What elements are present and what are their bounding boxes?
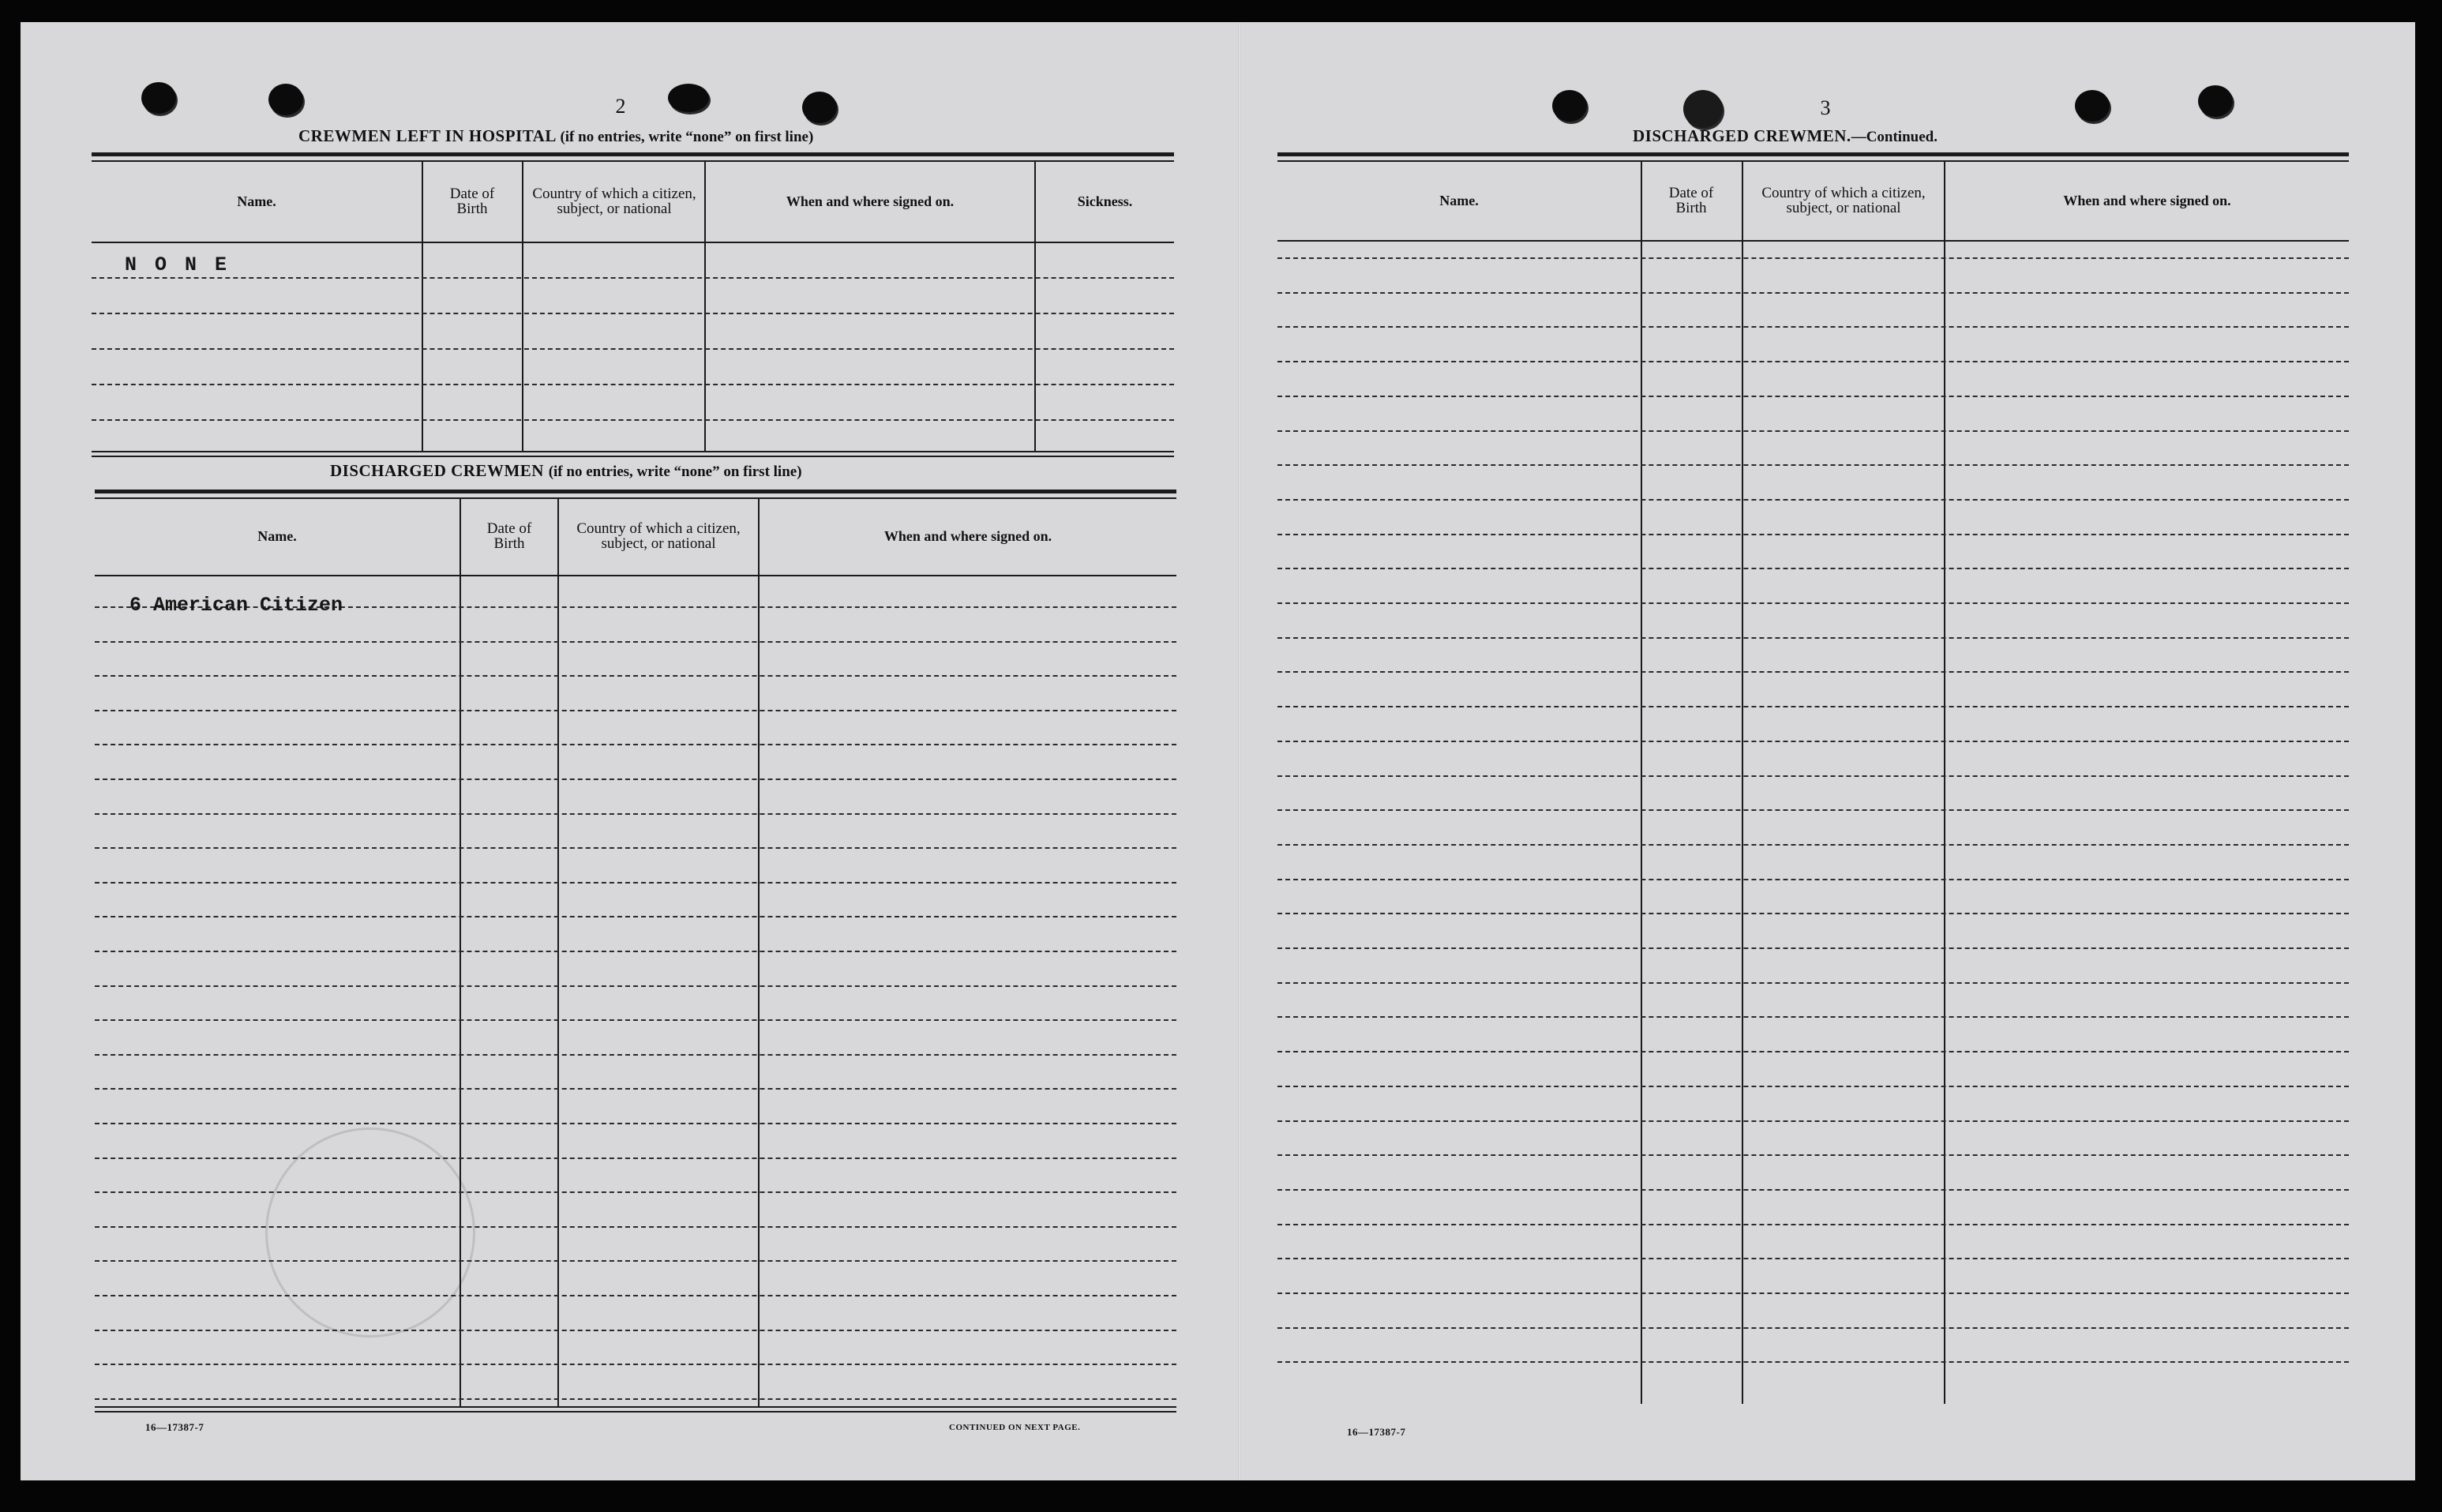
ruled-line — [1277, 982, 2349, 984]
ruled-line — [1277, 741, 2349, 742]
hospital-title-text: CREWMEN LEFT IN HOSPITAL — [298, 126, 556, 145]
discharged-section-title — [330, 461, 802, 481]
right-page — [1241, 22, 2415, 1480]
column-header-name: Name. — [257, 528, 297, 544]
form-number: 16—17387-7 — [145, 1421, 204, 1433]
ruled-line — [1277, 1293, 2349, 1294]
ruled-line — [95, 710, 1176, 711]
column-header-signed-on: When and where signed on. — [883, 528, 1052, 544]
column-header-country: Country of which a citizen, subject, or national — [532, 186, 696, 217]
column-header-date-of-birth: Date of Birth — [486, 520, 532, 552]
ruled-line — [1277, 775, 2349, 777]
ruled-line — [1277, 1258, 2349, 1259]
ruled-line — [1277, 257, 2349, 259]
discharged-title-text: DISCHARGED CREWMEN — [330, 461, 544, 480]
ruled-line — [1277, 1051, 2349, 1052]
discharged-entry-name: 6 American Citizen — [129, 594, 343, 617]
hospital-section-title — [298, 126, 813, 146]
ruled-line — [95, 1019, 1176, 1021]
ruled-line — [95, 641, 1176, 643]
ruled-line — [95, 744, 1176, 745]
discharged-continued-table — [1277, 152, 2349, 1416]
table-top-rule — [92, 152, 1174, 156]
ruled-line — [1277, 879, 2349, 880]
page-number: 3 — [1820, 96, 1831, 119]
column-header-name: Name. — [237, 193, 276, 209]
ruled-line — [1277, 1016, 2349, 1018]
ruled-line — [1277, 292, 2349, 294]
table-bottom-rule — [95, 1406, 1176, 1408]
table-bottom-rule-2 — [95, 1411, 1176, 1413]
ruled-line — [1277, 947, 2349, 949]
ruled-line — [95, 985, 1176, 987]
ruled-line — [1277, 534, 2349, 535]
ruled-line — [95, 1364, 1176, 1365]
ruled-line — [95, 675, 1176, 677]
ruled-line — [1277, 464, 2349, 466]
ruled-line — [95, 1398, 1176, 1400]
ruled-line — [1277, 499, 2349, 501]
ruled-line — [1277, 1086, 2349, 1087]
ruled-line — [1277, 430, 2349, 432]
table-top-rule — [95, 490, 1176, 493]
hospital-title-note: (if no entries, write “none” on first line) — [560, 129, 814, 145]
ruled-line — [95, 1123, 1176, 1124]
ruled-line — [1277, 1120, 2349, 1122]
table-top-rule — [1277, 152, 2349, 156]
ruled-line — [95, 1157, 1176, 1159]
ruled-line — [1277, 671, 2349, 673]
left-page — [21, 22, 1238, 1480]
ruled-line — [95, 779, 1176, 780]
document-sheet — [21, 22, 2415, 1480]
ruled-line — [95, 1191, 1176, 1193]
column-header-date-of-birth: Date of Birth — [449, 186, 495, 217]
table-bottom-rule-2 — [92, 456, 1174, 457]
ruled-line — [95, 882, 1176, 884]
ruled-line — [1277, 637, 2349, 639]
ruled-line — [1277, 1327, 2349, 1329]
ruled-line — [1277, 844, 2349, 846]
column-header-signed-on: When and where signed on. — [786, 193, 955, 209]
ruled-line — [95, 847, 1176, 849]
ruled-line — [95, 1226, 1176, 1228]
ruled-line — [95, 1088, 1176, 1090]
ruled-line — [1277, 602, 2349, 604]
ruled-line — [1277, 568, 2349, 569]
hospital-entry-name: N O N E — [125, 253, 231, 276]
ruled-line — [95, 813, 1176, 815]
table-bottom-rule — [92, 451, 1174, 452]
column-header-country: Country of which a citizen, subject, or national — [1761, 185, 1926, 216]
ruled-line — [95, 1330, 1176, 1331]
ruled-line — [1277, 326, 2349, 328]
column-header-signed-on: When and where signed on. — [2063, 193, 2231, 208]
ruled-line — [95, 951, 1176, 952]
discharged-continued-title — [1633, 126, 1937, 146]
hospital-table — [92, 152, 1174, 460]
column-header-sickness: Sickness. — [1077, 193, 1133, 209]
ruled-line — [1277, 1224, 2349, 1225]
discharged-continued-ruled-lines — [1277, 240, 2349, 1404]
ruled-line — [1277, 1361, 2349, 1363]
column-header-country: Country of which a citizen, subject, or national — [576, 520, 741, 552]
discharged-ruled-lines — [95, 575, 1176, 1406]
continued-note: CONTINUED ON NEXT PAGE. — [949, 1423, 1081, 1432]
page-number: 2 — [615, 95, 626, 118]
hospital-ruled-lines — [92, 242, 1174, 451]
ruled-line — [1277, 706, 2349, 707]
ruled-line — [1277, 1154, 2349, 1156]
ruled-line — [1277, 361, 2349, 362]
ruled-line — [95, 1295, 1176, 1296]
ruled-line — [1277, 396, 2349, 397]
column-header-date-of-birth: Date of Birth — [1668, 185, 1714, 216]
ruled-line — [95, 1260, 1176, 1262]
form-number: 16—17387-7 — [1347, 1426, 1406, 1438]
ruled-line — [95, 1054, 1176, 1056]
ruled-line — [1277, 913, 2349, 914]
column-header-name: Name. — [1439, 193, 1479, 208]
discharged-continued-title-note: —Continued. — [1851, 129, 1937, 145]
ruled-line — [1277, 1189, 2349, 1191]
discharged-table — [95, 490, 1176, 1413]
ruled-line — [1277, 809, 2349, 811]
ruled-line — [95, 916, 1176, 917]
discharged-continued-title-text: DISCHARGED CREWMEN. — [1633, 126, 1851, 145]
discharged-title-note: (if no entries, write “none” on first line) — [548, 463, 802, 480]
